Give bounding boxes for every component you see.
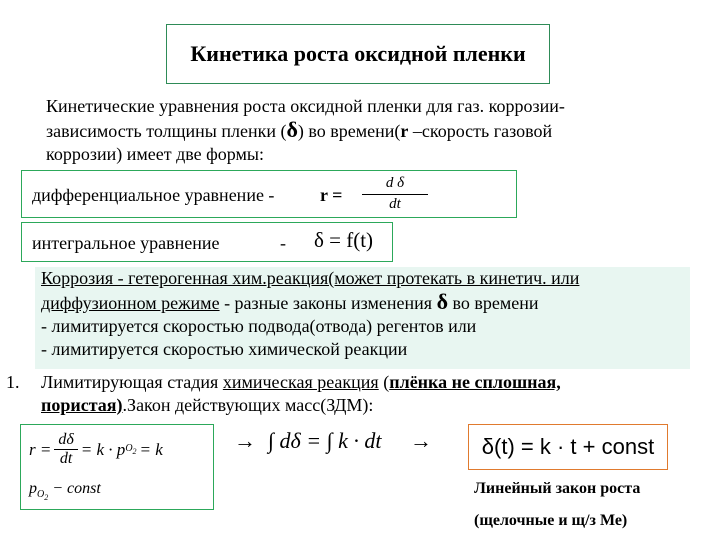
stage-text: пористая) bbox=[41, 395, 123, 415]
corrosion-text: во времени bbox=[448, 293, 539, 313]
integral-label: интегральное уравнение bbox=[32, 233, 220, 253]
result-box bbox=[468, 424, 668, 470]
intro-line-3: коррозии) имеет две формы: bbox=[46, 144, 264, 164]
rate-law-equation bbox=[29, 431, 163, 468]
integral-rate-equation: ∫ dδ = ∫ k · dt bbox=[268, 428, 382, 453]
stage-text: Лимитирующая стадия bbox=[41, 372, 223, 392]
rate-end: = k bbox=[139, 439, 163, 459]
intro-line-1: Кинетические уравнения роста оксидной пленки для газ. коррозии- bbox=[46, 96, 565, 116]
integral-dash: - bbox=[280, 233, 286, 253]
fraction-denominator: dt bbox=[389, 196, 401, 212]
rate-lhs: r = bbox=[29, 439, 52, 459]
list-number: 1. bbox=[6, 372, 20, 392]
differential-label: дифференциальное уравнение - bbox=[32, 185, 275, 205]
intro-text: зависимость толщины пленки ( bbox=[46, 121, 287, 141]
delta-symbol: δ bbox=[436, 289, 448, 314]
intro-text: –скорость газовой bbox=[408, 121, 553, 141]
intro-paragraph bbox=[46, 95, 706, 166]
corrosion-line-2 bbox=[41, 290, 690, 315]
rate-law-box bbox=[20, 424, 214, 510]
stage-text: плёнка не сплошная, bbox=[389, 372, 561, 392]
rate-symbol: r bbox=[400, 121, 409, 141]
pressure-sub: O bbox=[37, 489, 45, 501]
integral-equation-box bbox=[21, 222, 393, 262]
rate-denominator: dt bbox=[59, 450, 73, 467]
corrosion-text: диффузионном режиме bbox=[41, 293, 220, 313]
pressure-sub2: 2 bbox=[44, 493, 49, 503]
delta-symbol: δ bbox=[286, 117, 298, 142]
corrosion-line-4: - лимитируется скоростью химической реакции bbox=[41, 339, 408, 359]
differential-lhs: r = bbox=[320, 185, 343, 205]
intro-line-2 bbox=[46, 118, 706, 143]
pressure-constant bbox=[29, 480, 101, 502]
stage-text: .Закон действующих масс(ЗДМ): bbox=[122, 395, 374, 415]
rate-rhs: = k · p bbox=[80, 439, 126, 459]
differential-fraction bbox=[362, 175, 428, 213]
stage-line-2 bbox=[41, 394, 701, 417]
pressure-symbol: p bbox=[29, 480, 37, 497]
metals-caption: (щелочные и щ/з Ме) bbox=[474, 512, 628, 529]
differential-equation-box bbox=[21, 170, 517, 218]
corrosion-line-1: Коррозия - гетерогенная хим.реакция(может протекать в кинетич. или bbox=[41, 268, 580, 288]
slide-title: Кинетика роста оксидной пленки bbox=[166, 24, 550, 84]
arrow-icon: → bbox=[410, 428, 432, 453]
rate-numerator: dδ bbox=[54, 431, 77, 450]
limiting-stage-text bbox=[41, 371, 701, 417]
fraction-numerator: d δ bbox=[362, 175, 428, 195]
pressure-rest: − const bbox=[48, 480, 101, 497]
stage-text: ( bbox=[378, 372, 390, 392]
linear-law-caption: Линейный закон роста bbox=[474, 480, 641, 497]
corrosion-line-3: - лимитируется скоростью подвода(отвода) регентов или bbox=[41, 316, 477, 336]
linear-law-formula: δ(t) = k · t + const bbox=[481, 434, 655, 459]
stage-line-1 bbox=[41, 371, 701, 394]
arrow-icon: → bbox=[234, 428, 256, 453]
intro-text: ) во времени( bbox=[297, 121, 401, 141]
rate-sub: O bbox=[125, 443, 133, 454]
rate-sub2: 2 bbox=[132, 447, 137, 456]
integral-formula: δ = f(t) bbox=[314, 228, 374, 252]
stage-text: химическая реакция bbox=[222, 372, 379, 392]
corrosion-text: - разные законы изменения bbox=[219, 293, 437, 313]
corrosion-block bbox=[35, 267, 690, 369]
rate-fraction bbox=[54, 431, 77, 468]
